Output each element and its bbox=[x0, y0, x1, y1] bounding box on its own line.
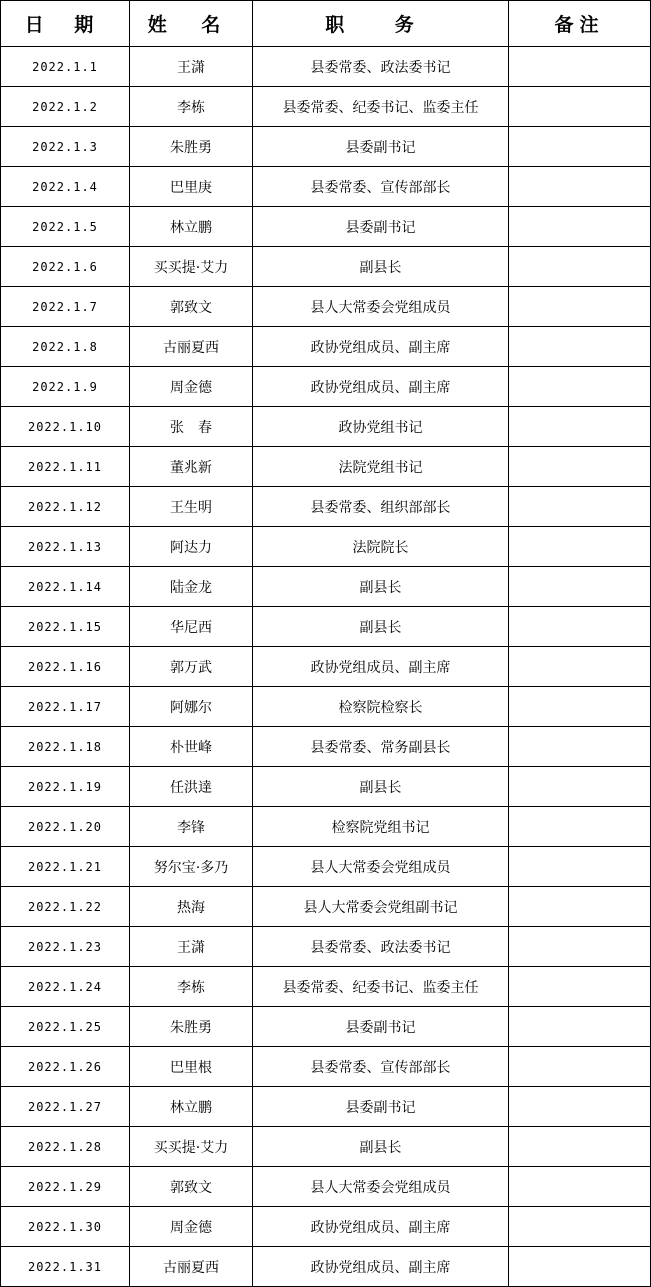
table-row bbox=[1, 1247, 651, 1287]
name-cell: 李锋 bbox=[130, 807, 253, 847]
table-row bbox=[1, 407, 651, 447]
name-column-header: 姓 名 bbox=[130, 1, 253, 47]
table-row bbox=[1, 727, 651, 767]
post-cell: 县委常委、纪委书记、监委主任 bbox=[253, 967, 509, 1007]
post-cell: 县委常委、政法委书记 bbox=[253, 47, 509, 87]
table-row bbox=[1, 1207, 651, 1247]
post-cell: 检察院党组书记 bbox=[253, 807, 509, 847]
date-cell: 2022.1.8 bbox=[1, 327, 130, 367]
date-cell: 2022.1.30 bbox=[1, 1207, 130, 1247]
post-cell: 县委常委、宣传部部长 bbox=[253, 1047, 509, 1087]
note-cell bbox=[509, 487, 651, 527]
post-cell: 副县长 bbox=[253, 607, 509, 647]
post-cell: 政协党组书记 bbox=[253, 407, 509, 447]
table-row bbox=[1, 327, 651, 367]
date-cell: 2022.1.9 bbox=[1, 367, 130, 407]
date-cell: 2022.1.13 bbox=[1, 527, 130, 567]
date-cell: 2022.1.5 bbox=[1, 207, 130, 247]
post-cell: 副县长 bbox=[253, 767, 509, 807]
note-cell bbox=[509, 1247, 651, 1287]
table-row bbox=[1, 487, 651, 527]
post-cell: 检察院检察长 bbox=[253, 687, 509, 727]
date-cell: 2022.1.23 bbox=[1, 927, 130, 967]
post-cell: 县委副书记 bbox=[253, 127, 509, 167]
date-cell: 2022.1.12 bbox=[1, 487, 130, 527]
name-cell: 郭致文 bbox=[130, 1167, 253, 1207]
name-cell: 李栋 bbox=[130, 967, 253, 1007]
date-cell: 2022.1.21 bbox=[1, 847, 130, 887]
date-cell: 2022.1.15 bbox=[1, 607, 130, 647]
post-cell: 县人大常委会党组副书记 bbox=[253, 887, 509, 927]
date-cell: 2022.1.6 bbox=[1, 247, 130, 287]
name-cell: 郭万武 bbox=[130, 647, 253, 687]
post-cell: 县委副书记 bbox=[253, 207, 509, 247]
name-cell: 郭致文 bbox=[130, 287, 253, 327]
name-cell: 热海 bbox=[130, 887, 253, 927]
name-cell: 华尼西 bbox=[130, 607, 253, 647]
name-cell: 买买提·艾力 bbox=[130, 1127, 253, 1167]
note-cell bbox=[509, 687, 651, 727]
post-cell: 县委常委、纪委书记、监委主任 bbox=[253, 87, 509, 127]
table-row bbox=[1, 247, 651, 287]
date-cell: 2022.1.31 bbox=[1, 1247, 130, 1287]
name-cell: 朴世峰 bbox=[130, 727, 253, 767]
post-cell: 县委常委、政法委书记 bbox=[253, 927, 509, 967]
name-cell: 努尔宝·多乃 bbox=[130, 847, 253, 887]
note-cell bbox=[509, 287, 651, 327]
post-cell: 法院党组书记 bbox=[253, 447, 509, 487]
table-row bbox=[1, 567, 651, 607]
name-cell: 林立鹏 bbox=[130, 1087, 253, 1127]
date-cell: 2022.1.22 bbox=[1, 887, 130, 927]
note-cell bbox=[509, 767, 651, 807]
date-cell: 2022.1.10 bbox=[1, 407, 130, 447]
note-cell bbox=[509, 847, 651, 887]
date-cell: 2022.1.19 bbox=[1, 767, 130, 807]
name-cell: 阿娜尔 bbox=[130, 687, 253, 727]
name-cell: 王潇 bbox=[130, 927, 253, 967]
date-cell: 2022.1.3 bbox=[1, 127, 130, 167]
note-column-header: 备注 bbox=[509, 1, 651, 47]
post-cell: 县委副书记 bbox=[253, 1007, 509, 1047]
post-cell: 政协党组成员、副主席 bbox=[253, 647, 509, 687]
post-cell: 县委副书记 bbox=[253, 1087, 509, 1127]
note-cell bbox=[509, 1087, 651, 1127]
header-row bbox=[1, 1, 651, 47]
date-column-header: 日 期 bbox=[1, 1, 130, 47]
date-cell: 2022.1.20 bbox=[1, 807, 130, 847]
note-cell bbox=[509, 167, 651, 207]
name-cell: 周金德 bbox=[130, 367, 253, 407]
date-cell: 2022.1.1 bbox=[1, 47, 130, 87]
table-row bbox=[1, 87, 651, 127]
name-cell: 陆金龙 bbox=[130, 567, 253, 607]
table-row bbox=[1, 367, 651, 407]
note-cell bbox=[509, 927, 651, 967]
note-cell bbox=[509, 327, 651, 367]
post-cell: 政协党组成员、副主席 bbox=[253, 327, 509, 367]
note-cell bbox=[509, 447, 651, 487]
name-cell: 巴里根 bbox=[130, 1047, 253, 1087]
name-cell: 王生明 bbox=[130, 487, 253, 527]
table-row bbox=[1, 167, 651, 207]
post-cell: 副县长 bbox=[253, 247, 509, 287]
name-cell: 买买提·艾力 bbox=[130, 247, 253, 287]
name-cell: 王潇 bbox=[130, 47, 253, 87]
date-cell: 2022.1.16 bbox=[1, 647, 130, 687]
name-cell: 李栋 bbox=[130, 87, 253, 127]
table-row bbox=[1, 287, 651, 327]
note-cell bbox=[509, 207, 651, 247]
table-row bbox=[1, 1087, 651, 1127]
table-row bbox=[1, 1047, 651, 1087]
table-row bbox=[1, 927, 651, 967]
table-row bbox=[1, 1167, 651, 1207]
table-header bbox=[1, 1, 651, 47]
date-cell: 2022.1.2 bbox=[1, 87, 130, 127]
table-row bbox=[1, 527, 651, 567]
table-row bbox=[1, 1127, 651, 1167]
note-cell bbox=[509, 407, 651, 447]
date-cell: 2022.1.27 bbox=[1, 1087, 130, 1127]
table-row bbox=[1, 447, 651, 487]
name-cell: 任洪達 bbox=[130, 767, 253, 807]
date-cell: 2022.1.24 bbox=[1, 967, 130, 1007]
post-cell: 政协党组成员、副主席 bbox=[253, 367, 509, 407]
date-cell: 2022.1.17 bbox=[1, 687, 130, 727]
table-row bbox=[1, 887, 651, 927]
name-cell: 古丽夏西 bbox=[130, 327, 253, 367]
name-cell: 张 春 bbox=[130, 407, 253, 447]
note-cell bbox=[509, 807, 651, 847]
post-cell: 县委常委、宣传部部长 bbox=[253, 167, 509, 207]
note-cell bbox=[509, 567, 651, 607]
table-row bbox=[1, 47, 651, 87]
note-cell bbox=[509, 887, 651, 927]
note-cell bbox=[509, 967, 651, 1007]
name-cell: 董兆新 bbox=[130, 447, 253, 487]
post-cell: 县人大常委会党组成员 bbox=[253, 847, 509, 887]
table-row bbox=[1, 607, 651, 647]
name-cell: 阿达力 bbox=[130, 527, 253, 567]
note-cell bbox=[509, 127, 651, 167]
name-cell: 朱胜勇 bbox=[130, 127, 253, 167]
table-row bbox=[1, 767, 651, 807]
name-cell: 巴里庚 bbox=[130, 167, 253, 207]
date-cell: 2022.1.14 bbox=[1, 567, 130, 607]
post-cell: 副县长 bbox=[253, 567, 509, 607]
note-cell bbox=[509, 527, 651, 567]
table-row bbox=[1, 687, 651, 727]
name-cell: 林立鹏 bbox=[130, 207, 253, 247]
name-cell: 朱胜勇 bbox=[130, 1007, 253, 1047]
note-cell bbox=[509, 1007, 651, 1047]
date-cell: 2022.1.11 bbox=[1, 447, 130, 487]
name-cell: 古丽夏西 bbox=[130, 1247, 253, 1287]
table-row bbox=[1, 847, 651, 887]
date-cell: 2022.1.7 bbox=[1, 287, 130, 327]
note-cell bbox=[509, 647, 651, 687]
note-cell bbox=[509, 47, 651, 87]
table-row bbox=[1, 967, 651, 1007]
post-cell: 县委常委、常务副县长 bbox=[253, 727, 509, 767]
note-cell bbox=[509, 367, 651, 407]
note-cell bbox=[509, 1167, 651, 1207]
date-cell: 2022.1.4 bbox=[1, 167, 130, 207]
date-cell: 2022.1.29 bbox=[1, 1167, 130, 1207]
table-body bbox=[1, 47, 651, 1287]
name-cell: 周金德 bbox=[130, 1207, 253, 1247]
post-cell: 副县长 bbox=[253, 1127, 509, 1167]
post-cell: 政协党组成员、副主席 bbox=[253, 1207, 509, 1247]
table-row bbox=[1, 127, 651, 167]
table-row bbox=[1, 207, 651, 247]
note-cell bbox=[509, 607, 651, 647]
date-cell: 2022.1.26 bbox=[1, 1047, 130, 1087]
note-cell bbox=[509, 1047, 651, 1087]
post-cell: 法院院长 bbox=[253, 527, 509, 567]
date-cell: 2022.1.18 bbox=[1, 727, 130, 767]
table-row bbox=[1, 807, 651, 847]
post-cell: 县人大常委会党组成员 bbox=[253, 287, 509, 327]
date-cell: 2022.1.28 bbox=[1, 1127, 130, 1167]
post-cell: 政协党组成员、副主席 bbox=[253, 1247, 509, 1287]
date-cell: 2022.1.25 bbox=[1, 1007, 130, 1047]
table-row bbox=[1, 1007, 651, 1047]
post-cell: 县委常委、组织部部长 bbox=[253, 487, 509, 527]
note-cell bbox=[509, 1207, 651, 1247]
note-cell bbox=[509, 1127, 651, 1167]
post-column-header: 职 务 bbox=[253, 1, 509, 47]
note-cell bbox=[509, 247, 651, 287]
note-cell bbox=[509, 87, 651, 127]
note-cell bbox=[509, 727, 651, 767]
post-cell: 县人大常委会党组成员 bbox=[253, 1167, 509, 1207]
table-row bbox=[1, 647, 651, 687]
